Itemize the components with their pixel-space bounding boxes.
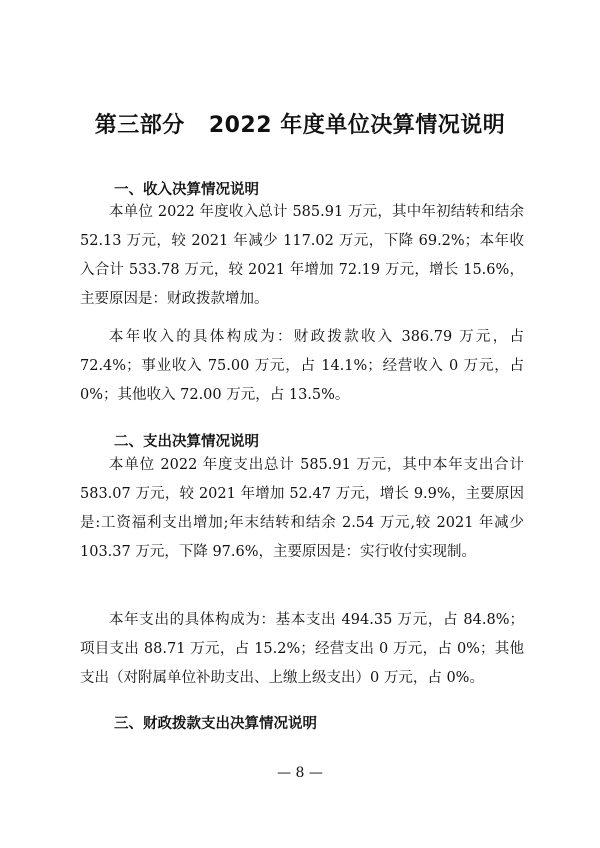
page-number: — 8 — (277, 765, 323, 781)
page-title (0, 108, 600, 139)
title-main: 2022 年度单位决算情况说明 (208, 113, 506, 138)
section-heading-fiscal-appropriation: 三、财政拨款支出决算情况说明 (114, 716, 317, 732)
paragraph-expenditure-summary: 本单位 2022 年度支出总计 585.91 万元，其中本年支出合计 583.07 万元，较 2021 年增加 52.47 万元，增长 9.9%，主要原因是:工资福利支出增加;年末结转和结余 2.54 万元,较 2021 年减少 103.37 万元，下降 97.6%，主要原因是：实行收付实现制。 (80, 457, 524, 560)
title-part: 第三部分 (94, 113, 185, 138)
paragraph-expenditure-composition: 本年支出的具体构成为：基本支出 494.35 万元，占 84.8%；项目支出 88.71 万元，占 15.2%；经营支出 0 万元，占 0%；其他支出（对附属单位补助支出、上缴上级支出）0 万元，占 0%。 (80, 612, 524, 686)
paragraph-income-summary: 本单位 2022 年度收入总计 585.91 万元，其中年初结转和结余 52.13 万元，较 2021 年减少 117.02 万元，下降 69.2%；本年收入合计 533.78 万元，较 2021 年增加 72.19 万元，增长 15.6%，主要原因是：财政拨款增加。 (80, 204, 524, 307)
section-heading-income: 一、收入决算情况说明 (114, 182, 259, 198)
paragraph-income-composition: 本年收入的具体构成为：财政拨款收入 386.79 万元，占 72.4%；事业收入 75.00 万元，占 14.1%；经营收入 0 万元，占 0%；其他收入 72.00 万元，占 13.5%。 (80, 329, 524, 403)
section-heading-expenditure: 二、支出决算情况说明 (114, 434, 259, 450)
